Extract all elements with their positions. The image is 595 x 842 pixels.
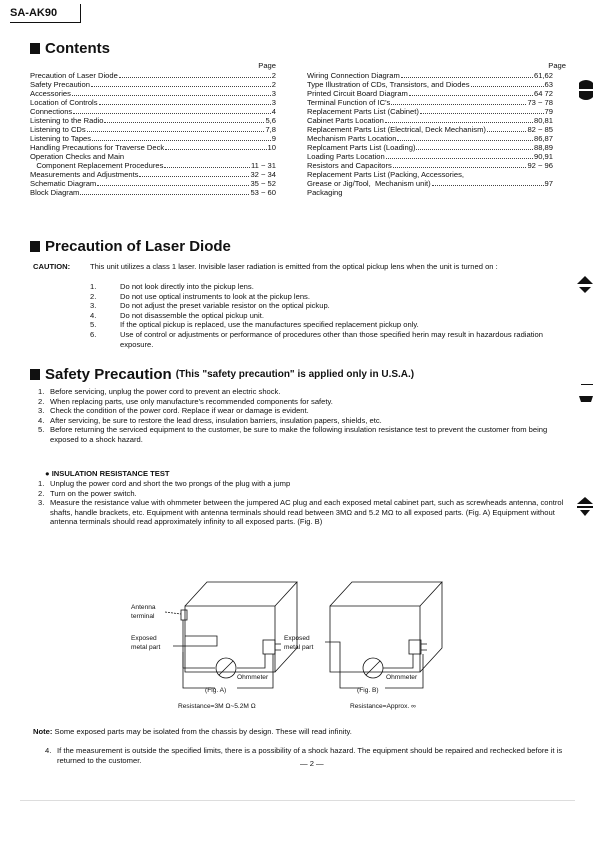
laser-list-item xyxy=(90,282,565,292)
toc-entry-title: Mechanism Parts Location xyxy=(307,134,397,143)
toc-entry-page: 82 ~ 85 xyxy=(527,125,553,134)
insulation-list-item-text: Measure the resistance value with ohmmeter between the jumpered AC plug and each exposed metal cabinet part, such as screwheads antenna, control shafts, handle brackets, etc. Equipment with antenna terminals should read between 3MΩ and 5.2 MΩ to all exposed parts. (Fig. A) Equipment without antenna terminals should read approximately infinity to all exposed parts. (Fig. B) xyxy=(50,498,564,527)
safety-list-item xyxy=(38,425,565,444)
toc-entry-title: Type Illustration of CDs, Transistors, and Diodes xyxy=(307,80,470,89)
safety-list-item-text: When replacing parts, use only manufacture's recommended components for safety. xyxy=(50,396,333,406)
toc-entry xyxy=(307,89,553,98)
toc-entry-page: 86,87 xyxy=(533,134,553,143)
laser-list-item-text: Do not look directly into the pickup lens. xyxy=(120,282,254,291)
toc-entry-page: 97 xyxy=(544,179,553,188)
toc-entry xyxy=(307,179,553,188)
fig-b-resistance: Resistance=Approx. ∞ xyxy=(350,703,416,710)
toc-leader-dots xyxy=(385,116,533,123)
safety-subtitle: (This "safety precaution" is applied only in U.S.A.) xyxy=(175,369,415,380)
toc-entry-title: Listening to CDs xyxy=(30,125,86,134)
laser-list-item-text: Do not use optical instruments to look at the pickup lens. xyxy=(120,291,310,301)
contents-left-column xyxy=(30,71,276,197)
note-text: Some exposed parts may be isolated from the chassis by design. These will read infinity. xyxy=(54,727,352,736)
toc-leader-dots xyxy=(97,179,249,186)
toc-leader-dots xyxy=(343,188,552,195)
toc-entry-page: 92 ~ 96 xyxy=(527,161,553,170)
laser-list-item xyxy=(90,330,565,349)
safety-list-item xyxy=(38,406,565,416)
safety-list-item-number: 4. xyxy=(38,415,45,425)
fig-a-terminal-label: terminal xyxy=(131,613,155,620)
toc-entry-page: 2 xyxy=(271,71,276,80)
laser-list-item-number: 6. xyxy=(90,329,97,339)
toc-entry-title: Replacement Parts List (Packing, Accessories, xyxy=(307,170,465,179)
toc-entry-page: 4 xyxy=(271,107,276,116)
toc-entry xyxy=(30,161,276,170)
fig-a-resistance: Resistance=3M Ω~5.2M Ω xyxy=(178,703,256,710)
safety-list-item xyxy=(38,387,565,397)
caution-text: This unit utilizes a class 1 laser. Invisible laser radiation is emitted from the optical pickup lens when the unit is turned on : xyxy=(90,262,498,271)
toc-entry xyxy=(307,80,553,89)
toc-entry-title: Accessories xyxy=(30,89,71,98)
contents-page-label-left: Page xyxy=(258,61,276,70)
toc-entry-title: Packaging xyxy=(307,188,343,197)
toc-entry-page: 73 ~ 78 xyxy=(527,98,553,107)
laser-list-item-number: 1. xyxy=(90,282,97,291)
toc-entry-title: Listening to the Radio xyxy=(30,116,104,125)
toc-entry xyxy=(30,71,276,80)
toc-leader-dots xyxy=(409,89,533,96)
laser-list-item-text: Do not adjust the preset variable resistor on the optical pickup. xyxy=(120,301,330,311)
laser-list xyxy=(90,282,565,349)
toc-entry-page: 53 ~ 60 xyxy=(250,188,276,197)
toc-entry-title: Location of Controls xyxy=(30,98,98,107)
toc-entry-page: 10 xyxy=(267,143,276,152)
insulation-list-item-number: 2. xyxy=(38,488,45,498)
toc-entry xyxy=(307,134,553,143)
toc-entry-title: Replacement Parts List (Electrical, Deck Mechanism) xyxy=(307,125,486,134)
laser-heading xyxy=(30,238,231,255)
safety-list-item-text: Check the condition of the power cord. Replace if wear or damage is evident. xyxy=(50,406,309,416)
toc-entry-page: 32 ~ 34 xyxy=(250,170,276,179)
final-item-number: 4. xyxy=(45,746,52,755)
toc-entry xyxy=(307,116,553,125)
toc-leader-dots xyxy=(487,125,527,132)
toc-entry-title: Loading Parts Location xyxy=(307,152,385,161)
toc-entry-title: Safety Precaution xyxy=(30,80,90,89)
registration-mark-icon xyxy=(577,276,593,294)
header-rule xyxy=(10,22,80,23)
safety-title: Safety Precaution xyxy=(45,366,172,383)
safety-list-item xyxy=(38,416,565,426)
toc-entry-page: 9 xyxy=(271,134,276,143)
toc-leader-dots xyxy=(397,134,533,141)
toc-leader-dots xyxy=(80,188,249,195)
model-number: SA-AK90 xyxy=(10,7,58,19)
toc-entry xyxy=(30,80,276,89)
toc-entry-page: 5,6 xyxy=(265,116,276,125)
toc-leader-dots xyxy=(139,170,249,177)
toc-entry-page: 63 xyxy=(544,80,553,89)
toc-leader-dots xyxy=(420,107,544,114)
toc-entry xyxy=(30,143,276,152)
toc-entry-page: 35 ~ 52 xyxy=(250,179,276,188)
toc-entry-page: 90,91 xyxy=(533,152,553,161)
toc-entry-title: Handling Precautions for Traverse Deck xyxy=(30,143,165,152)
registration-mark-icon xyxy=(579,80,593,100)
toc-leader-dots xyxy=(73,107,271,114)
laser-list-item xyxy=(90,311,565,321)
safety-list-item-number: 3. xyxy=(38,406,45,416)
toc-leader-dots xyxy=(416,143,533,150)
toc-entry xyxy=(30,125,276,134)
toc-entry xyxy=(307,152,553,161)
contents-page-label-right: Page xyxy=(548,61,566,70)
toc-entry-title: Printed Circuit Board Diagram xyxy=(307,89,408,98)
laser-list-item xyxy=(90,292,565,302)
toc-entry-page: 61,62 xyxy=(533,71,553,80)
toc-leader-dots xyxy=(99,98,271,105)
safety-list-item-number: 5. xyxy=(38,425,45,435)
toc-entry xyxy=(307,143,553,152)
toc-entry-title: Operation Checks and Main xyxy=(30,152,125,161)
registration-mark-icon xyxy=(577,497,593,517)
toc-leader-dots xyxy=(104,116,264,123)
toc-entry-page: 64 72 xyxy=(533,89,553,98)
laser-list-item xyxy=(90,301,565,311)
safety-heading xyxy=(30,366,414,383)
toc-leader-dots xyxy=(432,179,544,186)
toc-entry-title: Wiring Connection Diagram xyxy=(307,71,400,80)
insulation-list-item-text: Turn on the power switch. xyxy=(50,488,137,498)
insulation-list-item xyxy=(38,489,565,499)
toc-entry-page: 79 xyxy=(544,107,553,116)
laser-list-item-text: If the optical pickup is replaced, use the manufactures specified replacement pickup only. xyxy=(120,320,419,330)
toc-leader-dots xyxy=(393,161,527,168)
safety-list-item-number: 2. xyxy=(38,396,45,406)
toc-entry-page: 2 xyxy=(271,80,276,89)
toc-entry-title: Measurements and Adjustments xyxy=(30,170,139,179)
laser-list-item-text: Do not disassemble the optical pickup unit. xyxy=(120,310,264,320)
toc-entry xyxy=(307,188,553,197)
safety-list-item-text: Before servicing, unplug the power cord to prevent an electric shock. xyxy=(50,387,281,396)
bottom-rule xyxy=(20,800,575,801)
toc-entry xyxy=(30,188,276,197)
toc-entry-title: Resistors and Capacitors xyxy=(307,161,392,170)
toc-leader-dots xyxy=(92,134,271,141)
fig-a-caption: (Fig. A) xyxy=(205,687,227,694)
heading-square-icon xyxy=(30,43,40,54)
insulation-list-item xyxy=(38,498,565,527)
toc-entry xyxy=(30,134,276,143)
laser-list-item-number: 4. xyxy=(90,310,97,320)
toc-leader-dots xyxy=(119,71,271,78)
toc-leader-dots xyxy=(386,152,533,159)
toc-entry xyxy=(30,116,276,125)
toc-leader-dots xyxy=(125,152,275,159)
laser-title: Precaution of Laser Diode xyxy=(45,238,231,255)
toc-entry-title: Cabinet Parts Location xyxy=(307,116,384,125)
toc-entry-title: Block Diagram xyxy=(30,188,80,197)
toc-entry xyxy=(307,125,553,134)
safety-list-item-text: After servicing, be sure to restore the lead dress, insulation barriers, insulation papers, shields, etc. xyxy=(50,415,382,425)
toc-entry-title: Precaution of Laser Diode xyxy=(30,71,118,80)
toc-leader-dots xyxy=(87,125,265,132)
header-vrule xyxy=(80,4,81,23)
insulation-list xyxy=(38,479,565,527)
toc-entry xyxy=(30,170,276,179)
toc-leader-dots xyxy=(391,98,526,105)
heading-square-icon xyxy=(30,369,40,380)
toc-entry-page: 3 xyxy=(271,89,276,98)
fig-a-ohmmeter-label: Ohmmeter xyxy=(237,674,269,681)
laser-list-item-number: 3. xyxy=(90,301,97,311)
heading-square-icon xyxy=(30,241,40,252)
toc-entry-title: Grease or Jig/Tool, Mechanism unit) xyxy=(307,179,431,188)
toc-leader-dots xyxy=(72,89,271,96)
contents-title: Contents xyxy=(45,40,110,57)
final-item-text: If the measurement is outside the specified limits, there is a possibility of a shock hazard. The equipment should be repaired and rechecked before it is returned to the customer. xyxy=(57,746,563,765)
note xyxy=(33,727,568,737)
toc-entry-title: Replcament Parts List (Loading) xyxy=(307,143,416,152)
toc-entry xyxy=(307,107,553,116)
toc-entry xyxy=(30,89,276,98)
fig-a-metal-label: metal part xyxy=(131,644,161,651)
safety-list-item-number: 1. xyxy=(38,387,45,396)
toc-leader-dots xyxy=(91,80,271,87)
page-number: — 2 — xyxy=(300,759,324,768)
safety-list xyxy=(38,387,565,445)
toc-entry-page: 3 xyxy=(271,98,276,107)
fig-b-metal-label: metal part xyxy=(284,644,314,651)
toc-entry-title: Connections xyxy=(30,107,73,116)
contents-right-column xyxy=(307,71,553,197)
toc-entry xyxy=(307,98,553,107)
insulation-test-title: ● INSULATION RESISTANCE TEST xyxy=(45,469,170,478)
insulation-list-item xyxy=(38,479,565,489)
toc-entry-page: 88,89 xyxy=(533,143,553,152)
toc-entry-page: 11 ~ 31 xyxy=(251,161,276,170)
toc-entry-title: Component Replacement Procedures xyxy=(30,161,164,170)
toc-entry-title: Replacement Parts List (Cabinet) xyxy=(307,107,419,116)
safety-list-item xyxy=(38,397,565,407)
toc-entry-title: Schematic Diagram xyxy=(30,179,97,188)
toc-entry xyxy=(30,98,276,107)
insulation-list-item-text: Unplug the power cord and short the two prongs of the plug with a jump xyxy=(50,479,291,488)
fig-b-ohmmeter-label: Ohmmeter xyxy=(386,674,418,681)
toc-entry xyxy=(30,107,276,116)
toc-entry xyxy=(30,179,276,188)
toc-leader-dots xyxy=(465,170,552,177)
registration-mark-icon xyxy=(579,384,593,408)
toc-leader-dots xyxy=(401,71,533,78)
note-label: Note: xyxy=(33,727,53,736)
toc-entry xyxy=(307,170,553,179)
toc-entry xyxy=(30,152,276,161)
contents-heading xyxy=(30,40,110,57)
fig-b-exposed-label: Exposed xyxy=(284,635,310,642)
laser-list-item xyxy=(90,320,565,330)
toc-entry-page: 80,81 xyxy=(533,116,553,125)
toc-leader-dots xyxy=(165,143,266,150)
caution-label: CAUTION: xyxy=(33,262,71,271)
fig-b-caption: (Fig. B) xyxy=(357,687,379,694)
toc-leader-dots xyxy=(471,80,544,87)
fig-a-antenna-label: Antenna xyxy=(131,604,156,611)
safety-list-item-text: Before returning the serviced equipment to the customer, be sure to make the following insulation resistance test to prevent the customer from being exposed to a shock hazard. xyxy=(50,425,548,444)
toc-entry xyxy=(307,161,553,170)
laser-list-item-number: 2. xyxy=(90,291,97,301)
fig-a-exposed-label: Exposed xyxy=(131,635,157,642)
toc-entry-title: Terminal Function of IC's xyxy=(307,98,391,107)
toc-leader-dots xyxy=(164,161,250,168)
insulation-list-item-number: 3. xyxy=(38,498,45,508)
laser-list-item-number: 5. xyxy=(90,320,97,330)
toc-entry xyxy=(307,71,553,80)
laser-list-item-text: Use of control or adjustments or performance of procedures other than those specified herin may result in hazardous radiation exposure. xyxy=(120,329,543,349)
toc-entry-title: Listening to Tapes xyxy=(30,134,92,143)
toc-entry-page: 7,8 xyxy=(265,125,276,134)
insulation-list-item-number: 1. xyxy=(38,479,45,488)
